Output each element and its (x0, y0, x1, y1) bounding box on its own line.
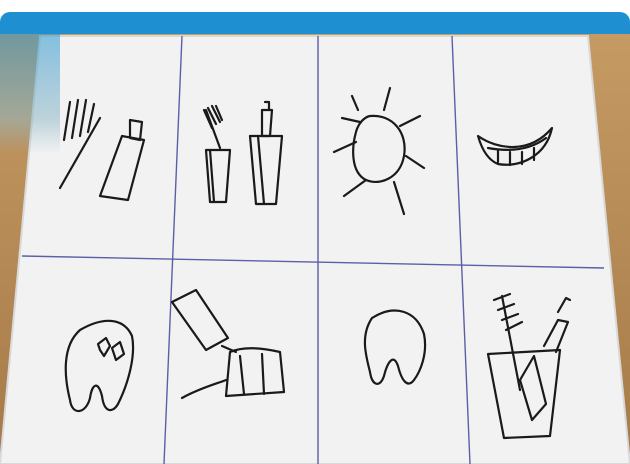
paper-sheet (0, 36, 630, 464)
top-left-shadow (0, 34, 60, 154)
